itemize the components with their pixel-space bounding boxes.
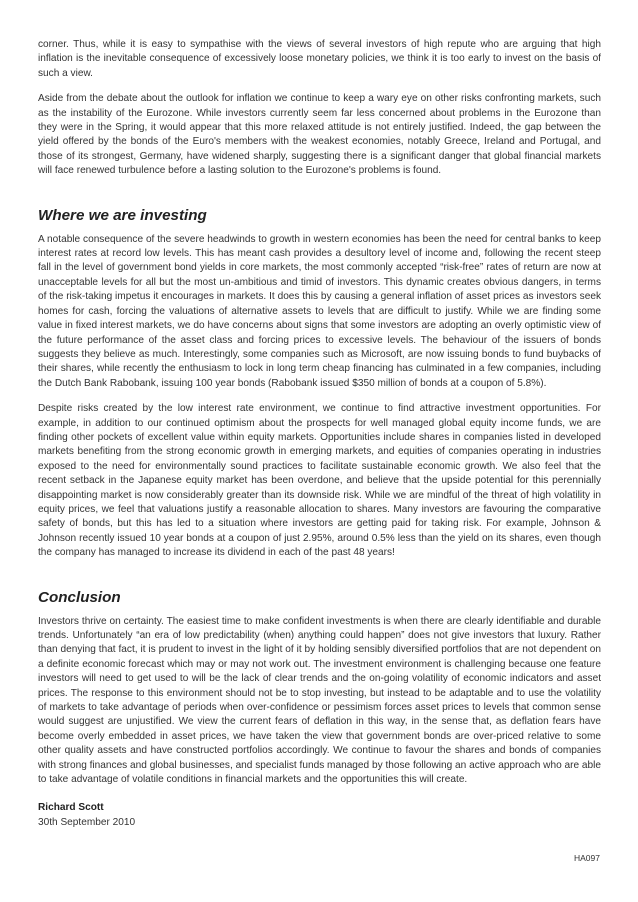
author-name: Richard Scott: [38, 802, 104, 814]
conclusion-section: [38, 589, 601, 788]
paragraph: Despite risks created by the low interest rate environment, we continue to find attractive investment opportunities. For example, in addition to our continued optimism about the prospects for well managed global equity income funds, we are finding other pockets of excellent value within equity markets. Opportunities include shares in companies listed in developed markets benefiting from the strong economic growth in emerging markets, and equities of companies operating in industries exposed to the need for environmentally sound practices to facilitate sustainable economic growth. We also feel that the recent setback in the Japanese equity market has been overdone, and believe that the upside potential for this perennially disappointing market is now considerably greater than its downside risk. While we are mindful of the threat of high volatility in equity prices, we feel that valuations justify a reasonable allocation to shares. Many investors are favouring the comparative safety of bonds, but this has led to a situation where investors are getting paid for taking risk. For example, Johnson & Johnson recently issued 10 year bonds at a coupon of just 2.95%, around 0.5% less than the yield on its shares, even though the company has managed to increase its dividend in each of the past 48 years!: [38, 403, 601, 559]
document-reference: HA097: [574, 853, 600, 863]
document-page: [38, 38, 601, 830]
paragraph: Aside from the debate about the outlook for inflation we continue to keep a wary eye on other risks confronting markets, such as the instability of the Eurozone. While investors currently seem far less concerned about problems in the Eurozone than they were in the Spring, it would appear that this more relaxed attitude is not entirely justified. Indeed, the gap between the yield offered by the bonds of the Euro's members with the weakest economies, notably Greece, Ireland and Portugal, and those of its strongest, Germany, have widened sharply, suggesting there is a significant danger that global financial markets will face renewed turbulence before a lasting solution to the Eurozone's problems is found.: [38, 93, 601, 177]
section-heading: Conclusion: [38, 588, 121, 606]
investing-section: [38, 207, 601, 561]
paragraph: corner. Thus, while it is easy to sympathise with the views of several investors of high repute who are arguing that high inflation is the inevitable consequence of excessively loose monetary policies, we think it is too early to invest on the basis of such a view.: [38, 39, 601, 79]
paragraph: A notable consequence of the severe headwinds to growth in western economies has been the need for central banks to keep interest rates at record low levels. This has meant cash provides a desultory level of income and, following the recent steep fall in the level of government bond yields in core markets, the most commonly accepted “risk-free” rates of return are now at unacceptable levels for all but the most un-ambitious and timid of investors. This dynamic creates obvious dangers, in terms of the risk-taking impetus it encourages in markets. It does this by causing a general inflation of asset prices as investors seek homes for cash, forcing the valuations of alternative assets to levels that are difficult to justify. While we are finding some value in fixed interest markets, we do have concerns about signs that some investors are adopting an overly optimistic view of the future performance of the asset class and forcing prices to excessive levels. The behaviour of the issuers of bonds suggests they believe as much. Interestingly, some companies such as Microsoft, are now issuing bonds to fund buybacks of their shares, while recently the enthusiasm to lock in long term cheap financing has culminated in a few companies, including the Dutch Bank Rabobank, issuing 100 year bonds (Rabobank issued $350 million of bonds at a coupon of 5.8%).: [38, 233, 601, 389]
signature-date: 30th September 2010: [38, 816, 136, 828]
intro-section: [38, 38, 601, 179]
section-heading: Where we are investing: [38, 206, 207, 224]
signature-block: [38, 801, 601, 830]
paragraph: Investors thrive on certainty. The easiest time to make confident investments is when there are clearly identifiable and durable trends. Unfortunately “an era of low predictability (when) anything could happen” does not give investors that luxury. Rather than denying that fact, it is prudent to invest in the light of it by holding sensibly diversified portfolios that are not dependent on a definite economic forecast which may or may not work out. The investment environment is challenging because one feature investors will need to get used to will be the lack of clear trends and the on-going volatility of economic indicators and asset prices. The response to this environment should not be to stop investing, but instead to be adaptable and to use the volatility of markets to take advantage of periods when over-confidence or pessimism forces asset prices to levels that common sense would suggest are unjustified. We view the current fears of deflation in this way, in the sense that, as deflation fears have become overly embedded in asset prices, we have taken the view that government bonds are over-priced relative to some other quality assets and have constructed portfolios accordingly. We continue to favour the shares and bonds of companies with strong finances and global businesses, and specialist funds managed by those following an active approach who are able to take advantage of volatile conditions in financial markets and the opportunities this will create.: [38, 615, 601, 786]
